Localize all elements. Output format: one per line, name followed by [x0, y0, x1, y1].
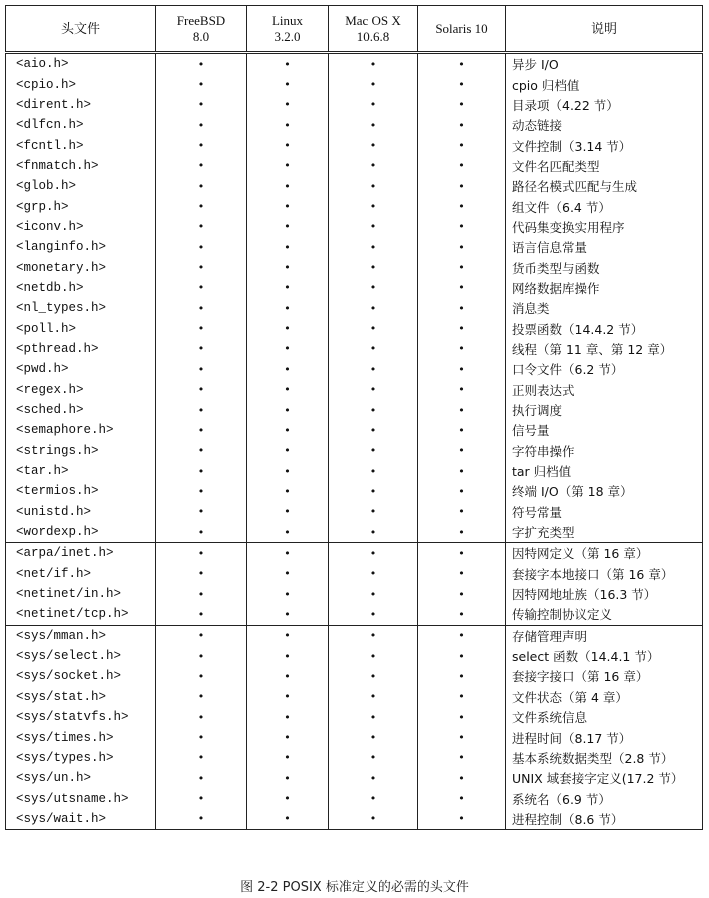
support-mark-macosx: • — [329, 646, 418, 666]
description-cell: 终端 I/O（第 18 章） — [506, 481, 703, 501]
support-mark-linux: • — [247, 53, 329, 75]
support-mark-solaris: • — [418, 217, 506, 237]
support-mark-solaris: • — [418, 53, 506, 75]
support-mark-solaris: • — [418, 625, 506, 646]
support-mark-macosx: • — [329, 502, 418, 522]
support-mark-solaris: • — [418, 115, 506, 135]
support-mark-freebsd: • — [156, 74, 247, 94]
description-cell: 因特网定义（第 16 章） — [506, 543, 703, 564]
support-mark-linux: • — [247, 420, 329, 440]
support-mark-freebsd: • — [156, 564, 247, 584]
support-mark-macosx: • — [329, 441, 418, 461]
description-cell: 网络数据库操作 — [506, 278, 703, 298]
description-cell: 投票函数（14.4.2 节） — [506, 318, 703, 338]
table-row — [6, 257, 703, 277]
description-cell: 信号量 — [506, 420, 703, 440]
support-mark-freebsd: • — [156, 298, 247, 318]
support-mark-freebsd: • — [156, 217, 247, 237]
support-mark-macosx: • — [329, 543, 418, 564]
description-cell: 套接字接口（第 16 章） — [506, 666, 703, 686]
support-mark-solaris: • — [418, 420, 506, 440]
header-file-cell: <sys/select.h> — [6, 646, 156, 666]
support-mark-macosx: • — [329, 604, 418, 625]
table-row — [6, 543, 703, 564]
support-mark-freebsd: • — [156, 584, 247, 604]
support-mark-macosx: • — [329, 461, 418, 481]
figure-caption: 图 2-2 POSIX 标准定义的必需的头文件 — [240, 880, 469, 895]
header-file-cell: <netinet/in.h> — [6, 584, 156, 604]
header-file-cell: <dlfcn.h> — [6, 115, 156, 135]
support-mark-solaris: • — [418, 543, 506, 564]
support-mark-linux: • — [247, 461, 329, 481]
support-mark-macosx: • — [329, 748, 418, 768]
table-row — [6, 420, 703, 440]
header-file-cell: <sys/times.h> — [6, 727, 156, 747]
support-mark-solaris: • — [418, 380, 506, 400]
support-mark-solaris: • — [418, 768, 506, 788]
col-header-solaris: Solaris 10 — [418, 6, 506, 53]
support-mark-solaris: • — [418, 748, 506, 768]
table-row — [6, 115, 703, 135]
support-mark-macosx: • — [329, 727, 418, 747]
description-cell: 文件控制（3.14 节） — [506, 135, 703, 155]
support-mark-freebsd: • — [156, 115, 247, 135]
description-cell: 文件状态（第 4 章） — [506, 687, 703, 707]
support-mark-macosx: • — [329, 339, 418, 359]
header-file-cell: <arpa/inet.h> — [6, 543, 156, 564]
header-file-cell: <sys/statvfs.h> — [6, 707, 156, 727]
support-mark-linux: • — [247, 257, 329, 277]
header-file-cell: <sys/types.h> — [6, 748, 156, 768]
support-mark-linux: • — [247, 380, 329, 400]
support-mark-linux: • — [247, 400, 329, 420]
support-mark-macosx: • — [329, 135, 418, 155]
description-cell: 动态链接 — [506, 115, 703, 135]
support-mark-linux: • — [247, 604, 329, 625]
support-mark-linux: • — [247, 318, 329, 338]
support-mark-freebsd: • — [156, 625, 247, 646]
description-cell: 因特网地址族（16.3 节） — [506, 584, 703, 604]
header-file-cell: <fnmatch.h> — [6, 156, 156, 176]
header-file-cell: <wordexp.h> — [6, 522, 156, 543]
table-row — [6, 666, 703, 686]
support-mark-macosx: • — [329, 217, 418, 237]
description-cell: 正则表达式 — [506, 380, 703, 400]
header-file-cell: <glob.h> — [6, 176, 156, 196]
table-row — [6, 564, 703, 584]
support-mark-linux: • — [247, 176, 329, 196]
posix-headers-table — [5, 5, 703, 830]
support-mark-freebsd: • — [156, 543, 247, 564]
header-file-cell: <pthread.h> — [6, 339, 156, 359]
col-header-description: 说明 — [506, 6, 703, 53]
support-mark-macosx: • — [329, 481, 418, 501]
support-mark-macosx: • — [329, 707, 418, 727]
header-file-cell: <monetary.h> — [6, 257, 156, 277]
support-mark-macosx: • — [329, 564, 418, 584]
header-file-cell: <sys/utsname.h> — [6, 788, 156, 808]
description-cell: 符号常量 — [506, 502, 703, 522]
col-header-linux: Linux 3.2.0 — [247, 6, 329, 53]
header-file-cell: <nl_types.h> — [6, 298, 156, 318]
description-cell: 进程时间（8.17 节） — [506, 727, 703, 747]
support-mark-freebsd: • — [156, 748, 247, 768]
support-mark-freebsd: • — [156, 380, 247, 400]
support-mark-macosx: • — [329, 318, 418, 338]
support-mark-linux: • — [247, 359, 329, 379]
support-mark-solaris: • — [418, 74, 506, 94]
support-mark-freebsd: • — [156, 809, 247, 830]
table-row — [6, 522, 703, 543]
support-mark-freebsd: • — [156, 53, 247, 75]
support-mark-freebsd: • — [156, 359, 247, 379]
support-mark-solaris: • — [418, 135, 506, 155]
support-mark-solaris: • — [418, 156, 506, 176]
support-mark-macosx: • — [329, 809, 418, 830]
support-mark-linux: • — [247, 543, 329, 564]
support-mark-freebsd: • — [156, 441, 247, 461]
description-cell: 套接字本地接口（第 16 章） — [506, 564, 703, 584]
description-cell: 语言信息常量 — [506, 237, 703, 257]
description-cell: 进程控制（8.6 节） — [506, 809, 703, 830]
support-mark-freebsd: • — [156, 156, 247, 176]
support-mark-solaris: • — [418, 278, 506, 298]
table-row — [6, 441, 703, 461]
description-cell: select 函数（14.4.1 节） — [506, 646, 703, 666]
table-row — [6, 217, 703, 237]
header-file-cell: <sys/mman.h> — [6, 625, 156, 646]
table-row — [6, 502, 703, 522]
description-cell: 路径名模式匹配与生成 — [506, 176, 703, 196]
support-mark-linux: • — [247, 809, 329, 830]
table-row — [6, 278, 703, 298]
support-mark-solaris: • — [418, 400, 506, 420]
table-row — [6, 318, 703, 338]
support-mark-solaris: • — [418, 176, 506, 196]
description-cell: 消息类 — [506, 298, 703, 318]
table-row — [6, 768, 703, 788]
header-file-cell: <netdb.h> — [6, 278, 156, 298]
support-mark-freebsd: • — [156, 257, 247, 277]
header-file-cell: <tar.h> — [6, 461, 156, 481]
description-cell: 文件系统信息 — [506, 707, 703, 727]
header-file-cell: <poll.h> — [6, 318, 156, 338]
header-file-cell: <sched.h> — [6, 400, 156, 420]
support-mark-freebsd: • — [156, 135, 247, 155]
table-row — [6, 625, 703, 646]
header-file-cell: <cpio.h> — [6, 74, 156, 94]
support-mark-solaris: • — [418, 502, 506, 522]
support-mark-macosx: • — [329, 788, 418, 808]
support-mark-linux: • — [247, 441, 329, 461]
support-mark-macosx: • — [329, 115, 418, 135]
support-mark-solaris: • — [418, 257, 506, 277]
support-mark-freebsd: • — [156, 788, 247, 808]
support-mark-linux: • — [247, 748, 329, 768]
support-mark-solaris: • — [418, 461, 506, 481]
table-row — [6, 646, 703, 666]
support-mark-macosx: • — [329, 237, 418, 257]
support-mark-freebsd: • — [156, 95, 247, 115]
description-cell: 组文件（6.4 节） — [506, 196, 703, 216]
description-cell: 异步 I/O — [506, 53, 703, 75]
support-mark-solaris: • — [418, 298, 506, 318]
support-mark-solaris: • — [418, 196, 506, 216]
table-row — [6, 748, 703, 768]
support-mark-macosx: • — [329, 257, 418, 277]
header-file-cell: <sys/stat.h> — [6, 687, 156, 707]
support-mark-linux: • — [247, 502, 329, 522]
support-mark-linux: • — [247, 156, 329, 176]
support-mark-macosx: • — [329, 625, 418, 646]
support-mark-solaris: • — [418, 441, 506, 461]
support-mark-solaris: • — [418, 339, 506, 359]
table-row — [6, 156, 703, 176]
support-mark-freebsd: • — [156, 502, 247, 522]
support-mark-macosx: • — [329, 298, 418, 318]
support-mark-linux: • — [247, 196, 329, 216]
header-file-cell: <pwd.h> — [6, 359, 156, 379]
support-mark-linux: • — [247, 625, 329, 646]
support-mark-macosx: • — [329, 584, 418, 604]
description-cell: 货币类型与函数 — [506, 257, 703, 277]
support-mark-linux: • — [247, 687, 329, 707]
support-mark-solaris: • — [418, 522, 506, 543]
table-row — [6, 95, 703, 115]
description-cell: 线程（第 11 章、第 12 章） — [506, 339, 703, 359]
table-header-row — [6, 6, 703, 53]
support-mark-macosx: • — [329, 196, 418, 216]
support-mark-macosx: • — [329, 74, 418, 94]
support-mark-freebsd: • — [156, 237, 247, 257]
table-row — [6, 461, 703, 481]
support-mark-macosx: • — [329, 666, 418, 686]
support-mark-linux: • — [247, 74, 329, 94]
support-mark-macosx: • — [329, 687, 418, 707]
document-page — [5, 5, 702, 830]
support-mark-freebsd: • — [156, 646, 247, 666]
description-cell: 字扩充类型 — [506, 522, 703, 543]
support-mark-freebsd: • — [156, 707, 247, 727]
header-file-cell: <fcntl.h> — [6, 135, 156, 155]
header-file-cell: <sys/wait.h> — [6, 809, 156, 830]
col-header-header-file: 头文件 — [6, 6, 156, 53]
support-mark-solaris: • — [418, 809, 506, 830]
support-mark-linux: • — [247, 522, 329, 543]
support-mark-freebsd: • — [156, 339, 247, 359]
support-mark-macosx: • — [329, 156, 418, 176]
support-mark-solaris: • — [418, 687, 506, 707]
table-row — [6, 380, 703, 400]
support-mark-solaris: • — [418, 666, 506, 686]
support-mark-freebsd: • — [156, 420, 247, 440]
description-cell: 系统名（6.9 节） — [506, 788, 703, 808]
table-row — [6, 74, 703, 94]
support-mark-freebsd: • — [156, 727, 247, 747]
support-mark-freebsd: • — [156, 176, 247, 196]
description-cell: cpio 归档值 — [506, 74, 703, 94]
support-mark-solaris: • — [418, 359, 506, 379]
support-mark-macosx: • — [329, 768, 418, 788]
description-cell: 目录项（4.22 节） — [506, 95, 703, 115]
header-file-cell: <sys/un.h> — [6, 768, 156, 788]
table-row — [6, 298, 703, 318]
support-mark-linux: • — [247, 788, 329, 808]
support-mark-linux: • — [247, 278, 329, 298]
description-cell: tar 归档值 — [506, 461, 703, 481]
support-mark-linux: • — [247, 339, 329, 359]
support-mark-linux: • — [247, 646, 329, 666]
support-mark-freebsd: • — [156, 768, 247, 788]
support-mark-macosx: • — [329, 380, 418, 400]
header-file-cell: <termios.h> — [6, 481, 156, 501]
support-mark-linux: • — [247, 666, 329, 686]
support-mark-solaris: • — [418, 604, 506, 625]
table-row — [6, 53, 703, 75]
header-file-cell: <semaphore.h> — [6, 420, 156, 440]
support-mark-solaris: • — [418, 95, 506, 115]
col-header-freebsd: FreeBSD 8.0 — [156, 6, 247, 53]
table-row — [6, 584, 703, 604]
description-cell: 存储管理声明 — [506, 625, 703, 646]
table-row — [6, 727, 703, 747]
support-mark-linux: • — [247, 298, 329, 318]
support-mark-solaris: • — [418, 318, 506, 338]
support-mark-macosx: • — [329, 176, 418, 196]
header-file-cell: <sys/socket.h> — [6, 666, 156, 686]
table-row — [6, 604, 703, 625]
support-mark-solaris: • — [418, 727, 506, 747]
support-mark-macosx: • — [329, 420, 418, 440]
support-mark-freebsd: • — [156, 196, 247, 216]
support-mark-macosx: • — [329, 278, 418, 298]
table-row — [6, 707, 703, 727]
support-mark-freebsd: • — [156, 318, 247, 338]
support-mark-solaris: • — [418, 646, 506, 666]
support-mark-macosx: • — [329, 53, 418, 75]
support-mark-solaris: • — [418, 564, 506, 584]
support-mark-linux: • — [247, 564, 329, 584]
support-mark-macosx: • — [329, 95, 418, 115]
description-cell: 字符串操作 — [506, 441, 703, 461]
description-cell: 口令文件（6.2 节） — [506, 359, 703, 379]
support-mark-solaris: • — [418, 237, 506, 257]
support-mark-linux: • — [247, 727, 329, 747]
support-mark-linux: • — [247, 707, 329, 727]
table-row — [6, 687, 703, 707]
support-mark-linux: • — [247, 481, 329, 501]
table-row — [6, 135, 703, 155]
table-row — [6, 481, 703, 501]
description-cell: 文件名匹配类型 — [506, 156, 703, 176]
table-body — [6, 53, 703, 830]
support-mark-linux: • — [247, 584, 329, 604]
support-mark-freebsd: • — [156, 604, 247, 625]
description-cell: UNIX 域套接字定义(17.2 节） — [506, 768, 703, 788]
header-file-cell: <net/if.h> — [6, 564, 156, 584]
description-cell: 代码集变换实用程序 — [506, 217, 703, 237]
support-mark-macosx: • — [329, 359, 418, 379]
support-mark-macosx: • — [329, 400, 418, 420]
col-header-macosx: Mac OS X 10.6.8 — [329, 6, 418, 53]
support-mark-linux: • — [247, 217, 329, 237]
support-mark-linux: • — [247, 115, 329, 135]
table-row — [6, 237, 703, 257]
support-mark-freebsd: • — [156, 522, 247, 543]
header-file-cell: <langinfo.h> — [6, 237, 156, 257]
support-mark-solaris: • — [418, 707, 506, 727]
support-mark-freebsd: • — [156, 687, 247, 707]
description-cell: 传输控制协议定义 — [506, 604, 703, 625]
support-mark-macosx: • — [329, 522, 418, 543]
support-mark-freebsd: • — [156, 278, 247, 298]
table-row — [6, 176, 703, 196]
table-row — [6, 809, 703, 830]
table-row — [6, 339, 703, 359]
header-file-cell: <aio.h> — [6, 53, 156, 75]
support-mark-freebsd: • — [156, 461, 247, 481]
support-mark-linux: • — [247, 237, 329, 257]
table-row — [6, 196, 703, 216]
support-mark-solaris: • — [418, 788, 506, 808]
header-file-cell: <iconv.h> — [6, 217, 156, 237]
support-mark-linux: • — [247, 768, 329, 788]
support-mark-freebsd: • — [156, 666, 247, 686]
description-cell: 基本系统数据类型（2.8 节） — [506, 748, 703, 768]
support-mark-linux: • — [247, 95, 329, 115]
description-cell: 执行调度 — [506, 400, 703, 420]
header-file-cell: <dirent.h> — [6, 95, 156, 115]
support-mark-freebsd: • — [156, 481, 247, 501]
support-mark-solaris: • — [418, 584, 506, 604]
table-row — [6, 788, 703, 808]
header-file-cell: <unistd.h> — [6, 502, 156, 522]
header-file-cell: <strings.h> — [6, 441, 156, 461]
table-row — [6, 400, 703, 420]
header-file-cell: <regex.h> — [6, 380, 156, 400]
header-file-cell: <grp.h> — [6, 196, 156, 216]
table-row — [6, 359, 703, 379]
support-mark-freebsd: • — [156, 400, 247, 420]
header-file-cell: <netinet/tcp.h> — [6, 604, 156, 625]
support-mark-linux: • — [247, 135, 329, 155]
support-mark-solaris: • — [418, 481, 506, 501]
